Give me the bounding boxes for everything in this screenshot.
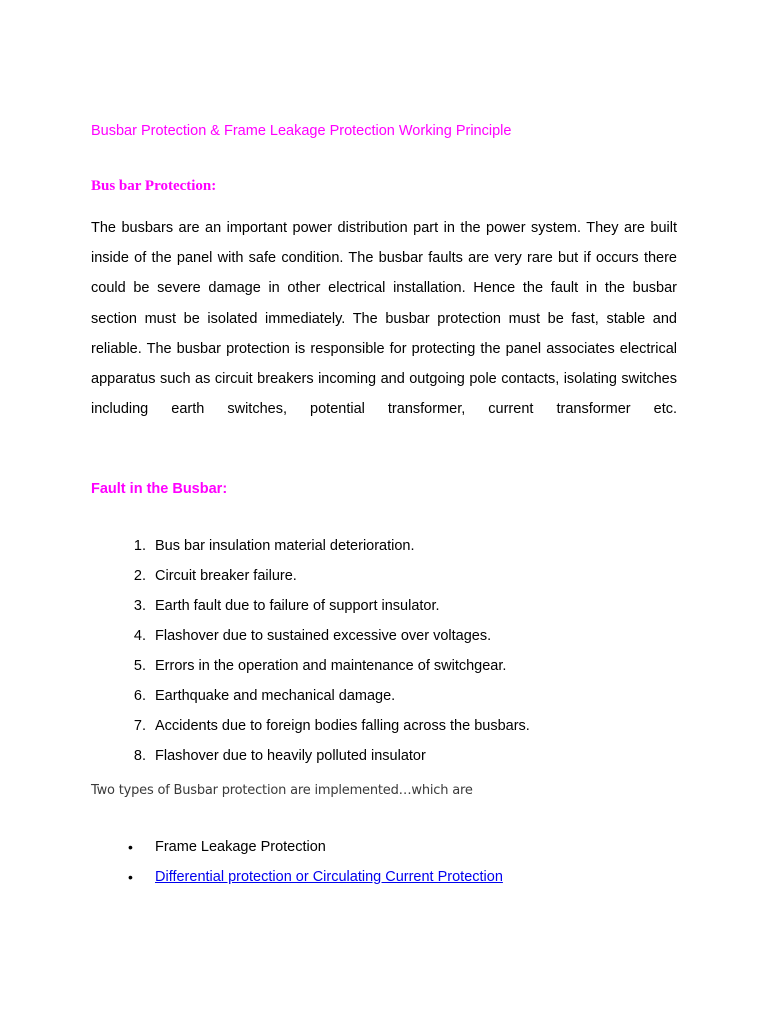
list-item-text: Earthquake and mechanical damage. bbox=[155, 688, 396, 704]
list-item-number: 6. bbox=[133, 688, 146, 704]
list-item-text: Bus bar insulation material deterioration. bbox=[155, 538, 415, 554]
list-item-text: Flashover due to heavily polluted insulator bbox=[155, 748, 426, 764]
document-title: Busbar Protection & Frame Leakage Protection Working Principle bbox=[91, 123, 512, 139]
list-item-number: 8. bbox=[133, 748, 146, 764]
bullet-icon: • bbox=[128, 869, 133, 885]
list-item-text: Accidents due to foreign bodies falling across the busbars. bbox=[155, 718, 530, 734]
busbar-protection-paragraph: The busbars are an important power distribution part in the power system. They are built inside of the panel with safe condition. The busbar faults are very rare but if occurs there could be severe damage in other electrical installation. Hence the fault in the busbar section must be isolated immediately. The busbar protection must be fast, stable and reliable. The busbar protection is responsible for protecting the panel associates electrical apparatus such as circuit breakers incoming and outgoing pole contacts, isolating switches including earth switches, potential transformer, current transformer etc. bbox=[91, 220, 677, 418]
list-item-text: Earth fault due to failure of support insulator. bbox=[155, 598, 440, 614]
list-item-text: Circuit breaker failure. bbox=[155, 568, 297, 584]
list-item-number: 2. bbox=[133, 568, 146, 584]
busbar-protection-heading: Bus bar Protection: bbox=[91, 178, 217, 194]
list-item-text: Flashover due to sustained excessive over voltages. bbox=[155, 628, 492, 644]
frame-leakage-protection-text: Frame Leakage Protection bbox=[155, 839, 326, 855]
list-item-text: Errors in the operation and maintenance of switchgear. bbox=[155, 658, 507, 674]
differential-protection-link[interactable]: Differential protection or Circulating Current Protection bbox=[155, 869, 503, 885]
list-item-number: 3. bbox=[133, 598, 146, 614]
bullet-icon: • bbox=[128, 839, 133, 855]
list-item-number: 5. bbox=[133, 658, 146, 674]
list-item-number: 4. bbox=[133, 628, 146, 644]
list-item-number: 1. bbox=[133, 538, 146, 554]
protection-types-intro: Two types of Busbar protection are implemented…which are bbox=[91, 783, 473, 798]
fault-in-busbar-heading: Fault in the Busbar: bbox=[91, 481, 228, 497]
list-item-number: 7. bbox=[133, 718, 146, 734]
